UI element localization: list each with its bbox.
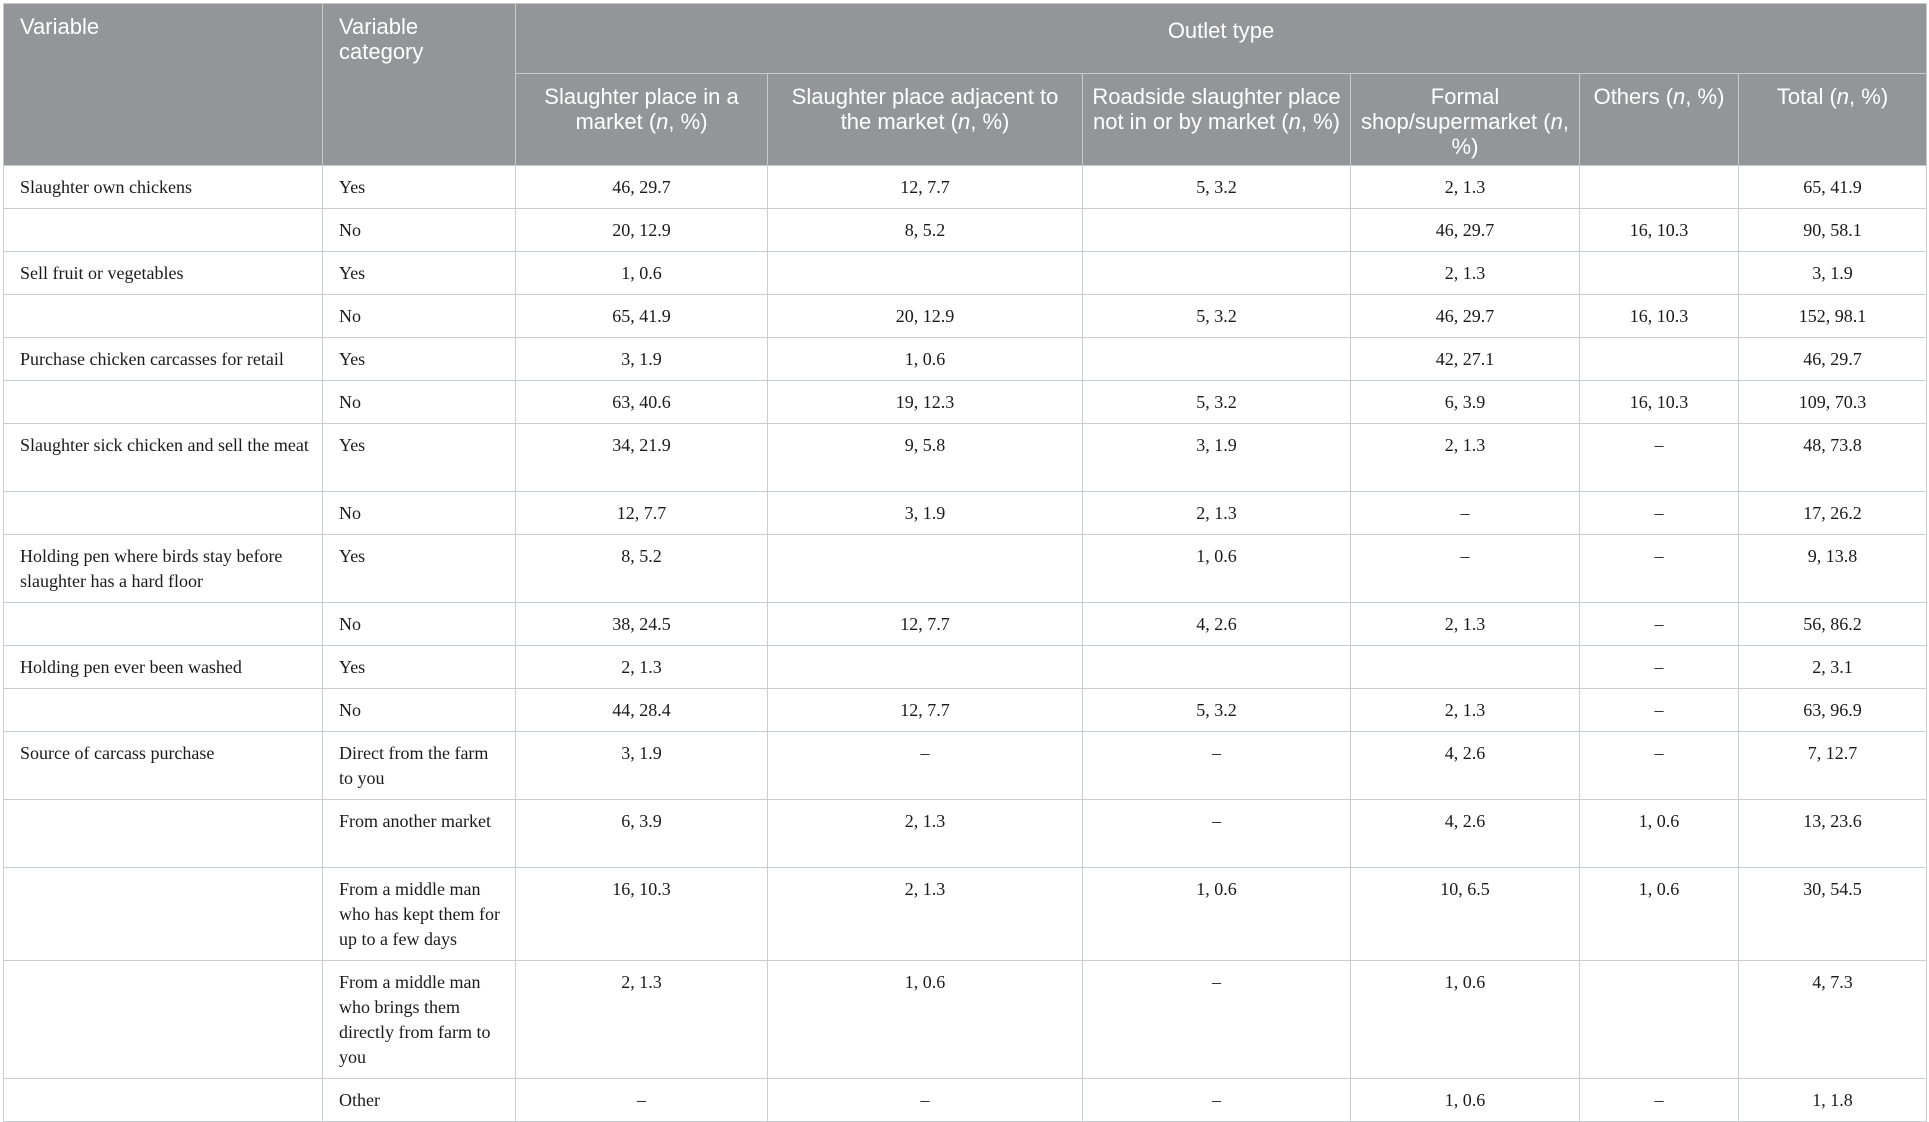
value-cell: 2, 1.3 — [516, 961, 768, 1079]
value-cell: 1, 1.8 — [1739, 1079, 1927, 1122]
value-cell: 3, 1.9 — [768, 492, 1083, 535]
value-cell — [768, 252, 1083, 295]
value-cell: 2, 1.3 — [1351, 603, 1580, 646]
value-cell — [1083, 646, 1351, 689]
value-cell — [1580, 252, 1739, 295]
header-column: Slaughter place in a market (n, %) — [516, 74, 768, 166]
value-cell — [768, 535, 1083, 603]
category-cell: Other — [323, 1079, 516, 1122]
variable-cell: Slaughter own chickens — [4, 166, 323, 209]
value-cell: 3, 1.9 — [516, 732, 768, 800]
category-cell: Yes — [323, 166, 516, 209]
value-cell: 2, 3.1 — [1739, 646, 1927, 689]
table-container — [3, 3, 1926, 1122]
value-cell — [1083, 338, 1351, 381]
variable-cell — [4, 1079, 323, 1122]
value-cell: 30, 54.5 — [1739, 868, 1927, 961]
variable-cell — [4, 492, 323, 535]
header-outlet-type: Outlet type — [516, 4, 1927, 74]
value-cell: – — [1580, 535, 1739, 603]
value-cell: 12, 7.7 — [768, 603, 1083, 646]
value-cell: 8, 5.2 — [768, 209, 1083, 252]
variable-cell — [4, 689, 323, 732]
value-cell: 46, 29.7 — [1739, 338, 1927, 381]
value-cell: 4, 2.6 — [1083, 603, 1351, 646]
value-cell: 1, 0.6 — [1351, 1079, 1580, 1122]
table-row — [4, 1079, 1927, 1122]
value-cell: 1, 0.6 — [1083, 868, 1351, 961]
value-cell: 2, 1.3 — [1351, 424, 1580, 492]
table-row — [4, 252, 1927, 295]
header-column: Roadside slaughter place not in or by market (n, %) — [1083, 74, 1351, 166]
value-cell: 38, 24.5 — [516, 603, 768, 646]
category-cell: No — [323, 689, 516, 732]
variable-cell — [4, 295, 323, 338]
value-cell — [1580, 961, 1739, 1079]
value-cell: 63, 40.6 — [516, 381, 768, 424]
category-cell: Direct from the farm to you — [323, 732, 516, 800]
variable-cell — [4, 603, 323, 646]
value-cell: 9, 5.8 — [768, 424, 1083, 492]
table-row — [4, 166, 1927, 209]
value-cell: 48, 73.8 — [1739, 424, 1927, 492]
table-row — [4, 961, 1927, 1079]
table-row — [4, 603, 1927, 646]
value-cell: 4, 7.3 — [1739, 961, 1927, 1079]
value-cell: 56, 86.2 — [1739, 603, 1927, 646]
variable-cell: Holding pen where birds stay before slaughter has a hard floor — [4, 535, 323, 603]
value-cell: 8, 5.2 — [516, 535, 768, 603]
value-cell: 16, 10.3 — [1580, 295, 1739, 338]
value-cell: 2, 1.3 — [1351, 252, 1580, 295]
value-cell: 12, 7.7 — [768, 689, 1083, 732]
value-cell: 42, 27.1 — [1351, 338, 1580, 381]
value-cell: 63, 96.9 — [1739, 689, 1927, 732]
value-cell — [1580, 166, 1739, 209]
value-cell: – — [1580, 732, 1739, 800]
table-row — [4, 535, 1927, 603]
value-cell: 5, 3.2 — [1083, 295, 1351, 338]
category-cell: No — [323, 209, 516, 252]
value-cell: 109, 70.3 — [1739, 381, 1927, 424]
value-cell: 1, 0.6 — [1580, 868, 1739, 961]
category-cell: Yes — [323, 252, 516, 295]
value-cell: 4, 2.6 — [1351, 800, 1580, 868]
value-cell: – — [768, 1079, 1083, 1122]
header-column: Others (n, %) — [1580, 74, 1739, 166]
value-cell: 3, 1.9 — [516, 338, 768, 381]
header-column: Formal shop/supermarket (n, %) — [1351, 74, 1580, 166]
variable-cell — [4, 209, 323, 252]
variable-cell — [4, 961, 323, 1079]
category-cell: From a middle man who has kept them for up to a few days — [323, 868, 516, 961]
value-cell: – — [768, 732, 1083, 800]
value-cell: 2, 1.3 — [1351, 689, 1580, 732]
value-cell: 6, 3.9 — [516, 800, 768, 868]
value-cell: 16, 10.3 — [1580, 381, 1739, 424]
value-cell: 1, 0.6 — [1580, 800, 1739, 868]
table-row — [4, 732, 1927, 800]
value-cell: 152, 98.1 — [1739, 295, 1927, 338]
value-cell: 13, 23.6 — [1739, 800, 1927, 868]
category-cell: Yes — [323, 646, 516, 689]
variable-cell: Holding pen ever been washed — [4, 646, 323, 689]
value-cell: – — [1083, 800, 1351, 868]
variable-cell — [4, 800, 323, 868]
variable-cell: Source of carcass purchase — [4, 732, 323, 800]
value-cell — [1580, 338, 1739, 381]
value-cell — [1083, 252, 1351, 295]
value-cell: 65, 41.9 — [516, 295, 768, 338]
value-cell: 19, 12.3 — [768, 381, 1083, 424]
table-row — [4, 381, 1927, 424]
value-cell: 5, 3.2 — [1083, 166, 1351, 209]
value-cell: 46, 29.7 — [1351, 209, 1580, 252]
value-cell: – — [1351, 535, 1580, 603]
value-cell: 2, 1.3 — [768, 868, 1083, 961]
table-row — [4, 800, 1927, 868]
value-cell: 5, 3.2 — [1083, 689, 1351, 732]
table-row — [4, 424, 1927, 492]
category-cell: No — [323, 492, 516, 535]
value-cell: – — [1580, 1079, 1739, 1122]
value-cell: 2, 1.3 — [1083, 492, 1351, 535]
value-cell: 1, 0.6 — [1351, 961, 1580, 1079]
value-cell: 17, 26.2 — [1739, 492, 1927, 535]
variable-cell: Purchase chicken carcasses for retail — [4, 338, 323, 381]
value-cell: 10, 6.5 — [1351, 868, 1580, 961]
value-cell: 16, 10.3 — [516, 868, 768, 961]
header-column: Slaughter place adjacent to the market (n, %) — [768, 74, 1083, 166]
variable-cell — [4, 868, 323, 961]
value-cell: 6, 3.9 — [1351, 381, 1580, 424]
value-cell: 9, 13.8 — [1739, 535, 1927, 603]
value-cell: 12, 7.7 — [516, 492, 768, 535]
value-cell: 44, 28.4 — [516, 689, 768, 732]
table-row — [4, 209, 1927, 252]
value-cell — [768, 646, 1083, 689]
value-cell: 34, 21.9 — [516, 424, 768, 492]
value-cell: – — [1580, 424, 1739, 492]
value-cell: 5, 3.2 — [1083, 381, 1351, 424]
value-cell: 20, 12.9 — [768, 295, 1083, 338]
value-cell: – — [516, 1079, 768, 1122]
value-cell: 3, 1.9 — [1739, 252, 1927, 295]
value-cell — [1083, 209, 1351, 252]
value-cell: 3, 1.9 — [1083, 424, 1351, 492]
value-cell: 7, 12.7 — [1739, 732, 1927, 800]
header-column: Total (n, %) — [1739, 74, 1927, 166]
value-cell: – — [1083, 1079, 1351, 1122]
value-cell: – — [1580, 646, 1739, 689]
value-cell: – — [1580, 492, 1739, 535]
variable-cell: Slaughter sick chicken and sell the meat — [4, 424, 323, 492]
header-variable: Variable — [4, 4, 323, 166]
category-cell: From another market — [323, 800, 516, 868]
variable-cell — [4, 381, 323, 424]
value-cell: – — [1580, 603, 1739, 646]
header-variable-category: Variable category — [323, 4, 516, 166]
table-row — [4, 868, 1927, 961]
table-row — [4, 689, 1927, 732]
value-cell: 46, 29.7 — [516, 166, 768, 209]
table-row — [4, 338, 1927, 381]
value-cell: 1, 0.6 — [768, 961, 1083, 1079]
value-cell: 12, 7.7 — [768, 166, 1083, 209]
value-cell: 1, 0.6 — [768, 338, 1083, 381]
category-cell: No — [323, 295, 516, 338]
table-body — [4, 166, 1927, 1122]
value-cell: 46, 29.7 — [1351, 295, 1580, 338]
value-cell: 2, 1.3 — [516, 646, 768, 689]
value-cell: – — [1351, 492, 1580, 535]
category-cell: Yes — [323, 338, 516, 381]
table-row — [4, 492, 1927, 535]
category-cell: Yes — [323, 424, 516, 492]
value-cell — [1351, 646, 1580, 689]
value-cell: 90, 58.1 — [1739, 209, 1927, 252]
table-row — [4, 295, 1927, 338]
value-cell: 2, 1.3 — [768, 800, 1083, 868]
value-cell: 16, 10.3 — [1580, 209, 1739, 252]
value-cell: 2, 1.3 — [1351, 166, 1580, 209]
category-cell: Yes — [323, 535, 516, 603]
variable-cell: Sell fruit or vegetables — [4, 252, 323, 295]
category-cell: No — [323, 603, 516, 646]
value-cell: 1, 0.6 — [1083, 535, 1351, 603]
value-cell: – — [1083, 961, 1351, 1079]
table-header — [4, 4, 1927, 166]
table-row — [4, 646, 1927, 689]
category-cell: From a middle man who brings them directly from farm to you — [323, 961, 516, 1079]
value-cell: 1, 0.6 — [516, 252, 768, 295]
value-cell: 65, 41.9 — [1739, 166, 1927, 209]
value-cell: – — [1083, 732, 1351, 800]
outlet-type-table — [3, 3, 1927, 1122]
value-cell: 20, 12.9 — [516, 209, 768, 252]
value-cell: 4, 2.6 — [1351, 732, 1580, 800]
category-cell: No — [323, 381, 516, 424]
value-cell: – — [1580, 689, 1739, 732]
